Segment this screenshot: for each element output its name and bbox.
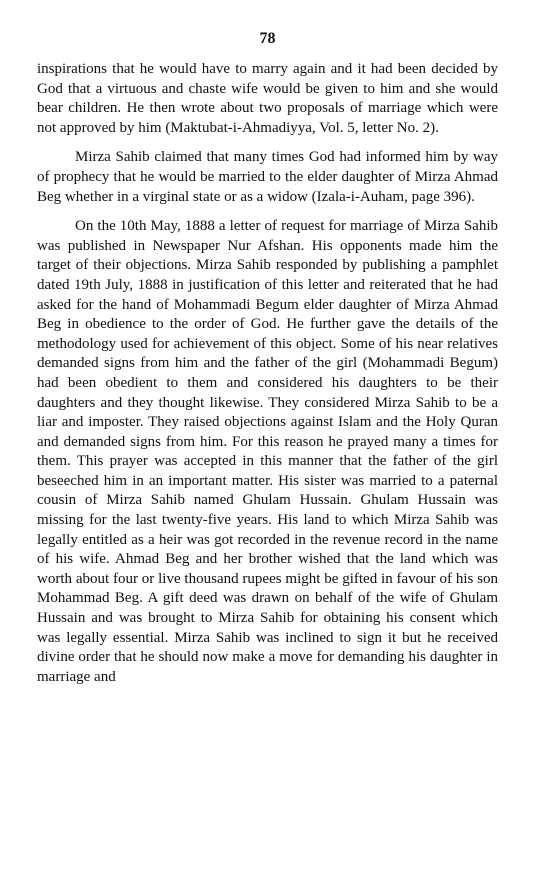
paragraph-marriage-request: On the 10th May, 1888 a letter of request for marriage of Mirza Sahib was published in Newspaper Nur Afshan. His opponents made him the target of their objections. Mirza Sahib responded by publishing a pamphlet dated 19th July, 1888 in justification of this letter and reiterated that he had asked for the hand of Mohammadi Begum elder daughter of Mirza Ahmad Beg in obedience to the order of God. He further gave the details of the methodology used for achievement of this object. Some of his near relatives demanded signs from him and the father of the girl (Mohammadi Begum) had been obedient to them and considered his daughters to be their daughters and they thought likewise. They considered Mirza Sahib to be a liar and imposter. They raised objections against Islam and the Holy Quran and demanded signs from him. For this reason he prayed many a times for them. This prayer was accepted in this manner that the father of the girl beseeched him in an important matter. His sister was married to a paternal cousin of Mirza Sahib named Ghulam Hussain. Ghulam Hussain was missing for the last twenty-five years. His land to which Mirza Sahib was legally entitled as a heir was got recorded in the revenue record in the name of his wife. Ahmad Beg and her brother wished that the land which was worth about four or live thousand rupees might be gifted in favour of his son Mohammad Beg. A gift deed was drawn on behalf of the wife of Ghulam Hussain and was brought to Mirza Sahib for obtaining his consent which was legally essential. Mirza Sahib was inclined to sign it but he received divine order that he should now make a move for demanding his daughter in marriage and bbox=[37, 218, 498, 685]
paragraph-continuation: inspirations that he would have to marry again and it had been decided by God that a virtuous and chaste wife would be given to him and she would bear children. He then wrote about two proposals of marriage which were not approved by him (Maktubat-i-Ahmadiyya, Vol. 5, letter No. 2). bbox=[37, 61, 498, 136]
page-number: 78 bbox=[259, 30, 276, 47]
body-text bbox=[37, 60, 498, 687]
paragraph-prophecy: Mirza Sahib claimed that many times God had informed him by way of prophecy that he would be married to the elder daughter of Mirza Ahmad Beg whether in a virginal state or as a widow (Izala-i-Auham, page 396). bbox=[37, 149, 498, 205]
